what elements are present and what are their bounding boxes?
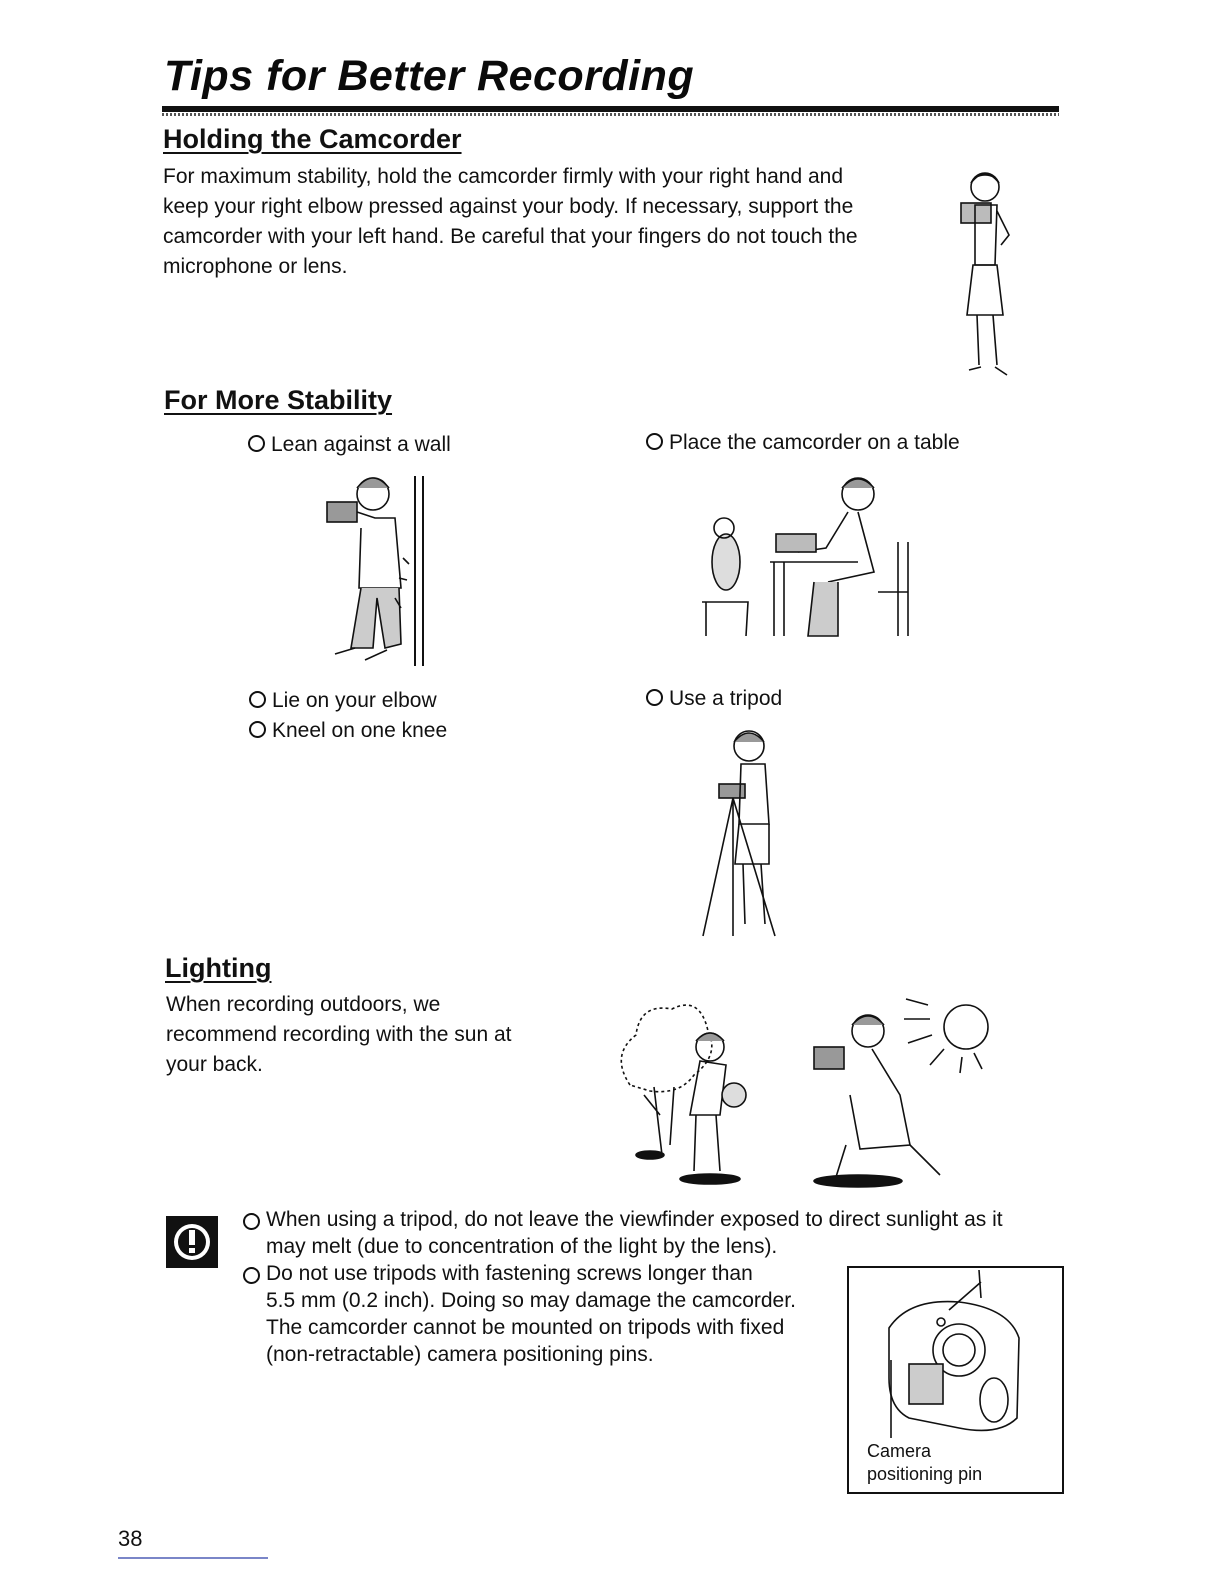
- holding-line: keep your right elbow pressed against your body. If necessary, support the: [163, 195, 854, 218]
- page-title: Tips for Better Recording: [164, 52, 695, 100]
- bullet-kneel: Kneel on one knee: [249, 716, 447, 746]
- lighting-line: recommend recording with the sun at: [166, 1023, 512, 1046]
- positioning-pin-inset: [847, 1266, 1064, 1494]
- man-leaning-wall-illustration: [315, 468, 435, 673]
- man-at-table-illustration: [698, 472, 918, 642]
- bullet-circle-icon: [243, 1213, 260, 1230]
- bullet-circle-icon: [646, 433, 663, 450]
- caution-exclamation-icon: [166, 1216, 218, 1268]
- page-number: 38: [118, 1526, 143, 1551]
- bullet-circle-icon: [249, 691, 266, 708]
- inset-caption: Camera positioning pin: [867, 1441, 983, 1484]
- title-rule: [162, 106, 1059, 112]
- bullet-circle-icon: [249, 721, 266, 738]
- lighting-line: your back.: [166, 1053, 263, 1076]
- holding-paragraph: [163, 162, 933, 282]
- page-number-rule: [118, 1557, 268, 1559]
- lighting-line: When recording outdoors, we: [166, 993, 441, 1016]
- holding-line: camcorder with your left hand. Be careful that your fingers do not touch the: [163, 225, 858, 248]
- woman-holding-camcorder-illustration: [945, 165, 1025, 385]
- bullet-lean: Lean against a wall: [248, 430, 451, 460]
- woman-tripod-illustration: [695, 724, 795, 944]
- bullet-tripod: Use a tripod: [646, 684, 782, 714]
- stability-heading: For More Stability: [164, 385, 393, 415]
- bullet-table: Place the camcorder on a table: [646, 428, 960, 458]
- lighting-heading: Lighting: [165, 953, 272, 983]
- bullet-circle-icon: [248, 435, 265, 452]
- bullet-circle-icon: [646, 689, 663, 706]
- bullet-circle-icon: [243, 1267, 260, 1284]
- lighting-paragraph: [166, 990, 586, 1080]
- holding-heading: Holding the Camcorder: [163, 124, 462, 154]
- lighting-illustration: [610, 995, 1010, 1195]
- holding-line: microphone or lens.: [163, 255, 348, 278]
- holding-line: For maximum stability, hold the camcorder firmly with your right hand and: [163, 165, 844, 188]
- note-item: When using a tripod, do not leave the viewfinder exposed to direct sunlight as it may melt (due to concentration of the light by the lens).: [243, 1206, 1063, 1260]
- bullet-elbow: Lie on your elbow: [249, 686, 437, 716]
- note-item: Do not use tripods with fastening screws longer than 5.5 mm (0.2 inch). Doing so may damage the camcorder. The camcorder cannot be mounted on tripods with fixed (non-retractable) camera positioning pins.: [243, 1260, 1063, 1368]
- title-rule-dotted: [162, 113, 1059, 116]
